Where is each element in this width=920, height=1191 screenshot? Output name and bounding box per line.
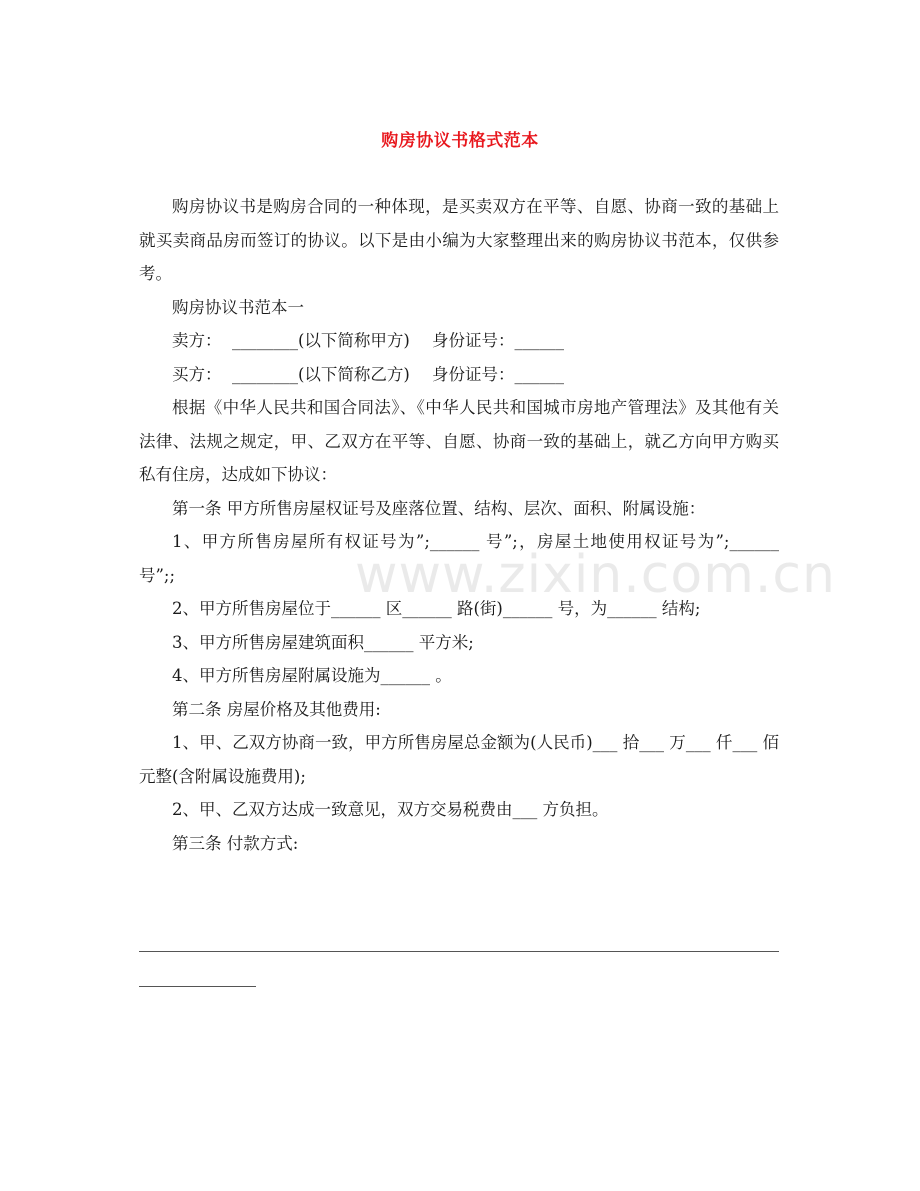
document-body	[139, 190, 779, 860]
seller-row	[139, 324, 779, 358]
article2-item-1: 1、甲、乙双方协商一致，甲方所售房屋总金额为(人民币)___ 拾___ 万___ 仟___ 佰元整(含附属设施费用);	[139, 733, 779, 786]
article1-item-2: 2、甲方所售房屋位于______ 区______ 路(街)______ 号，为______ 结构;	[172, 599, 701, 618]
separator-line-short	[139, 986, 256, 987]
document-title: 购房协议书格式范本	[381, 131, 539, 151]
article1-item-1: 1、甲方所售房屋所有权证号为”;______ 号”;，房屋土地使用权证号为”;______ 号”;;	[139, 532, 779, 585]
article2-item-2: 2、甲、乙双方达成一致意见，双方交易税费由___ 方负担。	[172, 800, 609, 819]
watermark: www.zixin.com.cn	[355, 545, 836, 605]
article3-heading: 第三条 付款方式:	[172, 833, 299, 853]
sample-heading: 购房协议书范本一	[172, 297, 304, 317]
article2-heading: 第二条 房屋价格及其他费用:	[172, 699, 381, 719]
seller-label: 卖方： ________(以下简称甲方)	[172, 331, 410, 350]
article1-heading: 第一条 甲方所售房屋权证号及座落位置、结构、层次、面积、附属设施：	[172, 498, 706, 518]
seller-id-label: 身份证号：______	[432, 331, 564, 350]
intro-paragraph: 购房协议书是购房合同的一种体现，是买卖双方在平等、自愿、协商一致的基础上就买卖商品房而签订的协议。以下是由小编为大家整理出来的购房协议书范本，仅供参考。	[139, 197, 779, 283]
separator-line	[139, 951, 779, 952]
article1-item-4: 4、甲方所售房屋附属设施为______ 。	[172, 666, 452, 685]
basis-paragraph: 根据《中华人民共和国合同法》、《中华人民共和国城市房地产管理法》及其他有关法律、法规之规定，甲、乙双方在平等、自愿、协商一致的基础上，就乙方向甲方购买私有住房，达成如下协议：	[139, 398, 779, 484]
buyer-row	[139, 358, 779, 392]
buyer-id-label: 身份证号：______	[432, 364, 564, 384]
buyer-label: 买方： ________(以下简称乙方)	[172, 364, 410, 384]
article1-item-3: 3、甲方所售房屋建筑面积______ 平方米;	[172, 632, 474, 652]
